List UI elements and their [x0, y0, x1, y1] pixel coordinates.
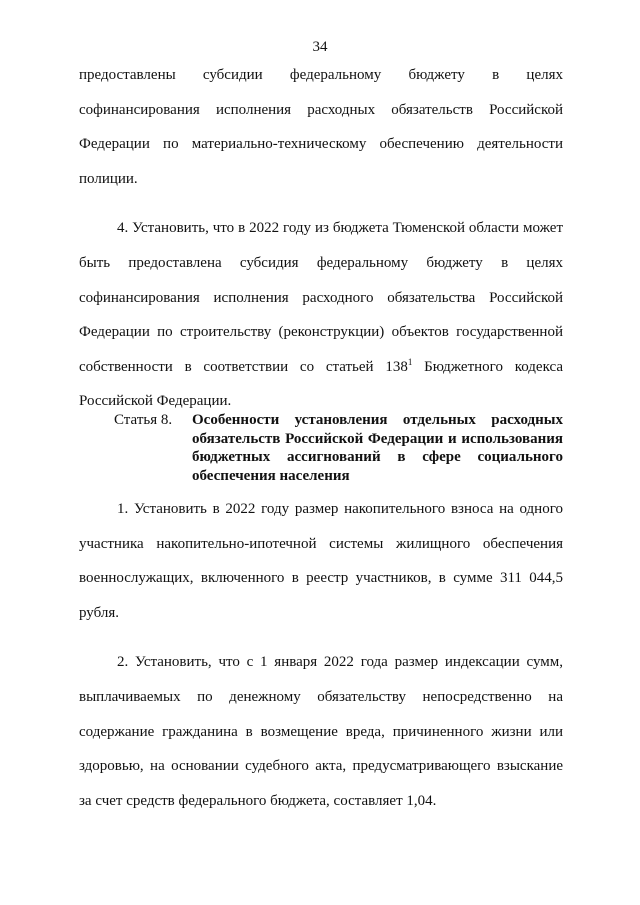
document-body-top	[79, 58, 563, 419]
document-body-bottom	[79, 492, 563, 818]
paragraph-item-4-text: 4. Установить, что в 2022 году из бюджета Тюменской области может быть предоставлена субсидия федеральному бюджету в целях софинансирования исполнения расходного обязательства Российской Федерации по строительству (реконструкции) объектов государственной собственности в соответствии со статьей 138	[79, 220, 563, 375]
paragraph-subsidies-police: предоставлены субсидии федеральному бюджету в целях софинансирования исполнения расходных обязательств Российской Федерации по материально-техническому обеспечению деятельности полиции.	[79, 67, 563, 187]
article-title: Особенности установления отдельных расходных обязательств Российской Федерации и использования бюджетных ассигнований в сфере социального обеспечения населения	[192, 412, 563, 484]
paragraph-item-4	[79, 211, 563, 419]
article-label: Статья 8.	[114, 412, 173, 428]
footnote-superscript: 1	[407, 356, 413, 367]
paragraph-item-4-tail: Бюджетного кодекса Российской Федерации.	[79, 358, 563, 410]
page-number: 34	[312, 39, 328, 55]
paragraph-item-1: 1. Установить в 2022 году размер накопительного взноса на одного участника накопительно-ипотечной системы жилищного обеспечения военнослужащих, включенного в реестр участников, в сумме 311 044,5 рубля.	[79, 501, 563, 621]
article-heading	[114, 411, 563, 485]
paragraph-item-2: 2. Установить, что с 1 января 2022 года размер индексации сумм, выплачиваемых по денежному обязательству непосредственно на содержание гражданина в возмещение вреда, причиненного жизни или здоровью, на основании судебного акта, предусматривающего взыскание за счет средств федерального бюджета, составляет 1,04.	[79, 654, 563, 809]
